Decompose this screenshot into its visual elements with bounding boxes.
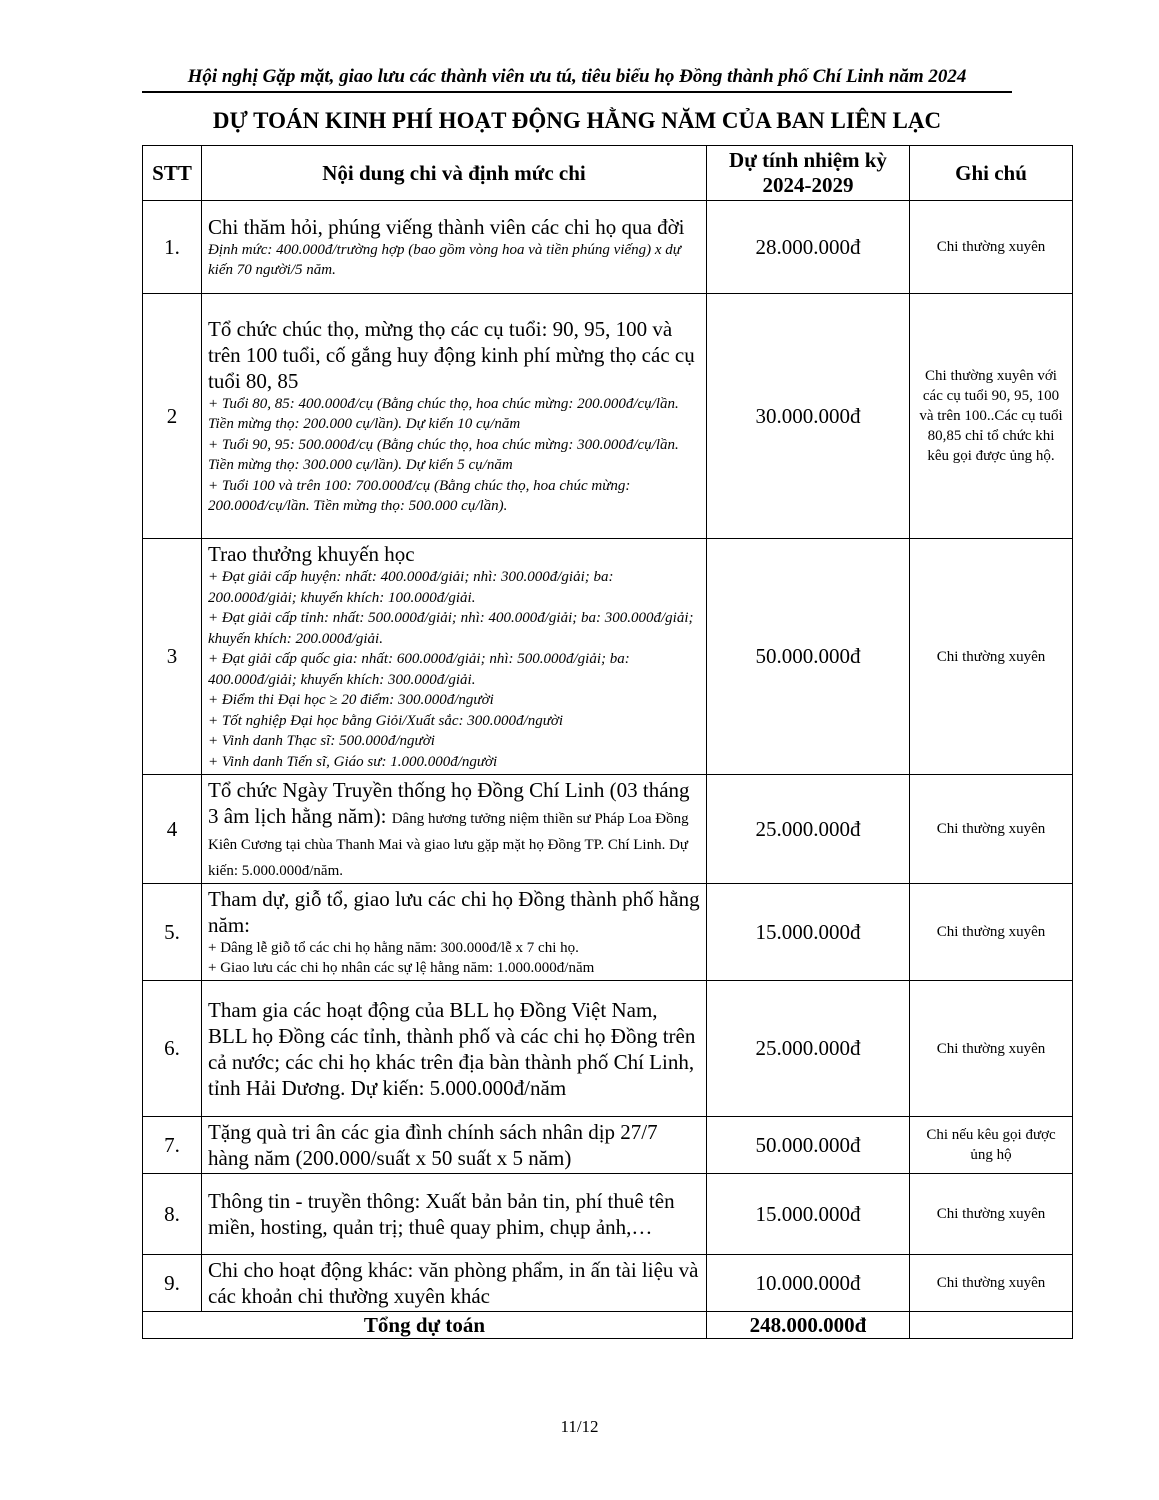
row-content — [202, 981, 707, 1117]
row-detail: + Đạt giải cấp huyện: nhất: 400.000đ/giải; nhì: 300.000đ/giải; ba: 200.000đ/giải; khuyến khích: 100.000đ/giải. — [208, 569, 614, 606]
row-detail: + Tuổi 80, 85: 400.000đ/cụ (Bằng chúc thọ, hoa chúc mừng: 200.000đ/cụ/lần. Tiền mừng thọ: 200.000 cụ/lần). Dự kiến 10 cụ/năm — [208, 395, 679, 432]
row-detail: Dâng hương tưởng niệm thiền sư Pháp Loa Đồng Kiên Cương tại chùa Thanh Mai và giao lưu gặp mặt họ Đồng TP. Chí Linh. Dự kiến: 5.000.000đ/năm. — [208, 811, 689, 879]
row-main-text: Tổ chức chúc thọ, mừng thọ các cụ tuổi: 90, 95, 100 và trên 100 tuổi, cố gắng huy động kinh phí mừng thọ các cụ tuổi 80, 85 — [208, 316, 695, 393]
row-content — [202, 201, 707, 294]
budget-table — [142, 145, 1073, 1339]
page-number: 11/12 — [560, 1417, 599, 1436]
row-detail: + Đạt giải cấp quốc gia: nhất: 600.000đ/giải; nhì: 500.000đ/giải; ba: 400.000đ/giải; khuyến khích: 300.000đ/giải. — [208, 651, 630, 688]
row-stt: 5. — [143, 884, 202, 981]
row-main-text: Tổ chức Ngày Truyền thống họ Đồng Chí Linh (03 tháng 3 âm lịch hằng năm): — [208, 778, 690, 828]
row-note: Chi thường xuyên — [910, 201, 1073, 294]
table-row — [143, 884, 1073, 981]
row-content — [202, 775, 707, 884]
row-note: Chi thường xuyên — [910, 539, 1073, 775]
table-row — [143, 1117, 1073, 1174]
table-row — [143, 294, 1073, 539]
row-content — [202, 294, 707, 539]
row-detail: + Điểm thi Đại học ≥ 20 điểm: 300.000đ/người — [208, 692, 494, 708]
row-amount: 50.000.000đ — [707, 539, 910, 775]
page-title: DỰ TOÁN KINH PHÍ HOẠT ĐỘNG HẰNG NĂM CỦA BAN LIÊN LẠC — [212, 108, 942, 133]
row-main-text: Tham dự, giỗ tổ, giao lưu các chi họ Đồng thành phố hằng năm: — [208, 887, 700, 937]
row-stt: 6. — [143, 981, 202, 1117]
row-main-text: Tham gia các hoạt động của BLL họ Đồng Việt Nam, BLL họ Đồng các tỉnh, thành phố và các chi họ Đồng trên cả nước; các chi họ khác trên địa bàn thành phố Chí Linh, tỉnh Hải Dương. Dự kiến: 5.000.000đ/năm — [208, 997, 696, 1100]
column-header-amount-line2: 2024-2029 — [762, 173, 854, 197]
row-amount: 30.000.000đ — [707, 294, 910, 539]
row-main-text: Chi thăm hỏi, phúng viếng thành viên các chi họ qua đời — [208, 214, 685, 239]
row-note: Chi thường xuyên — [910, 1255, 1073, 1312]
row-content — [202, 1255, 707, 1312]
row-content — [202, 1174, 707, 1255]
row-detail: + Tuổi 90, 95: 500.000đ/cụ (Bằng chúc thọ, hoa chúc mừng: 300.000đ/cụ/lần. Tiền mừng thọ: 300.000 cụ/lần). Dự kiến 5 cụ/năm — [208, 436, 679, 473]
row-main-text: Thông tin - truyền thông: Xuất bản bản tin, phí thuê tên miền, hosting, quản trị; thuê quay phim, chụp ảnh,… — [208, 1189, 675, 1239]
row-detail: Định mức: 400.000đ/trường hợp (bao gồm vòng hoa và tiền phúng viếng) x dự kiến 70 người/5 năm. — [208, 241, 681, 278]
row-content — [202, 884, 707, 981]
total-row — [143, 1312, 1073, 1339]
row-note: Chi thường xuyên — [910, 981, 1073, 1117]
row-main-text: Chi cho hoạt động khác: văn phòng phẩm, in ấn tài liệu và các khoản chi thường xuyên khác — [208, 1258, 699, 1308]
row-amount: 25.000.000đ — [707, 775, 910, 884]
column-header-content: Nội dung chi và định mức chi — [202, 146, 707, 201]
total-note — [910, 1312, 1073, 1339]
row-note: Chi thường xuyên — [910, 884, 1073, 981]
row-amount: 10.000.000đ — [707, 1255, 910, 1312]
table-row — [143, 775, 1073, 884]
table-row — [143, 1174, 1073, 1255]
row-stt: 3 — [143, 539, 202, 775]
row-amount: 28.000.000đ — [707, 201, 910, 294]
row-stt: 4 — [143, 775, 202, 884]
document-header: Hội nghị Gặp mặt, giao lưu các thành viên ưu tú, tiêu biểu họ Đồng thành phố Chí Linh năm 2024 — [187, 66, 967, 87]
header-rule — [142, 91, 1012, 93]
column-header-stt: STT — [143, 146, 202, 201]
row-stt: 8. — [143, 1174, 202, 1255]
row-amount: 50.000.000đ — [707, 1117, 910, 1174]
row-note: Chi nếu kêu gọi được ủng hộ — [910, 1117, 1073, 1174]
row-main-text: Tặng quà tri ân các gia đình chính sách nhân dịp 27/7 hàng năm (200.000/suất x 50 suất x 5 năm) — [208, 1120, 658, 1170]
row-detail: + Giao lưu các chi họ nhân các sự lệ hằng năm: 1.000.000đ/năm — [208, 960, 595, 976]
row-detail: + Tốt nghiệp Đại học bằng Giỏi/Xuất sắc: 300.000đ/người — [208, 712, 564, 729]
row-note: Chi thường xuyên — [910, 1174, 1073, 1255]
row-detail: + Đạt giải cấp tỉnh: nhất: 500.000đ/giải; nhì: 400.000đ/giải; ba: 300.000đ/giải; khuyến khích: 200.000đ/giải. — [208, 610, 694, 647]
row-content — [202, 1117, 707, 1174]
row-amount: 15.000.000đ — [707, 1174, 910, 1255]
row-stt: 9. — [143, 1255, 202, 1312]
table-row — [143, 1255, 1073, 1312]
table-row — [143, 201, 1073, 294]
column-header-amount — [707, 146, 910, 201]
row-note: Chi thường xuyên — [910, 775, 1073, 884]
row-stt: 2 — [143, 294, 202, 539]
row-amount: 25.000.000đ — [707, 981, 910, 1117]
row-note: Chi thường xuyên với các cụ tuổi 90, 95, 100 và trên 100..Các cụ tuổi 80,85 chỉ tổ chức khi kêu gọi được ủng hộ. — [910, 294, 1073, 539]
table-row — [143, 539, 1073, 775]
row-detail: + Dâng lễ giỗ tổ các chi họ hằng năm: 300.000đ/lễ x 7 chi họ. — [208, 940, 579, 956]
row-stt: 1. — [143, 201, 202, 294]
row-amount: 15.000.000đ — [707, 884, 910, 981]
column-header-note: Ghi chú — [910, 146, 1073, 201]
row-main-text: Trao thưởng khuyến học — [208, 542, 415, 566]
row-detail: + Vinh danh Thạc sĩ: 500.000đ/người — [208, 733, 435, 749]
row-content — [202, 539, 707, 775]
table-header-row — [143, 146, 1073, 201]
row-detail: + Tuổi 100 và trên 100: 700.000đ/cụ (Bằng chúc thọ, hoa chúc mừng: 200.000đ/cụ/lần. Tiền mừng thọ: 500.000 cụ/lần). — [208, 477, 631, 514]
total-label: Tổng dự toán — [143, 1312, 707, 1339]
total-amount: 248.000.000đ — [707, 1312, 910, 1339]
table-row — [143, 981, 1073, 1117]
column-header-amount-line1: Dự tính nhiệm kỳ — [729, 148, 887, 172]
row-stt: 7. — [143, 1117, 202, 1174]
row-detail: + Vinh danh Tiến sĩ, Giáo sư: 1.000.000đ/người — [208, 753, 498, 770]
